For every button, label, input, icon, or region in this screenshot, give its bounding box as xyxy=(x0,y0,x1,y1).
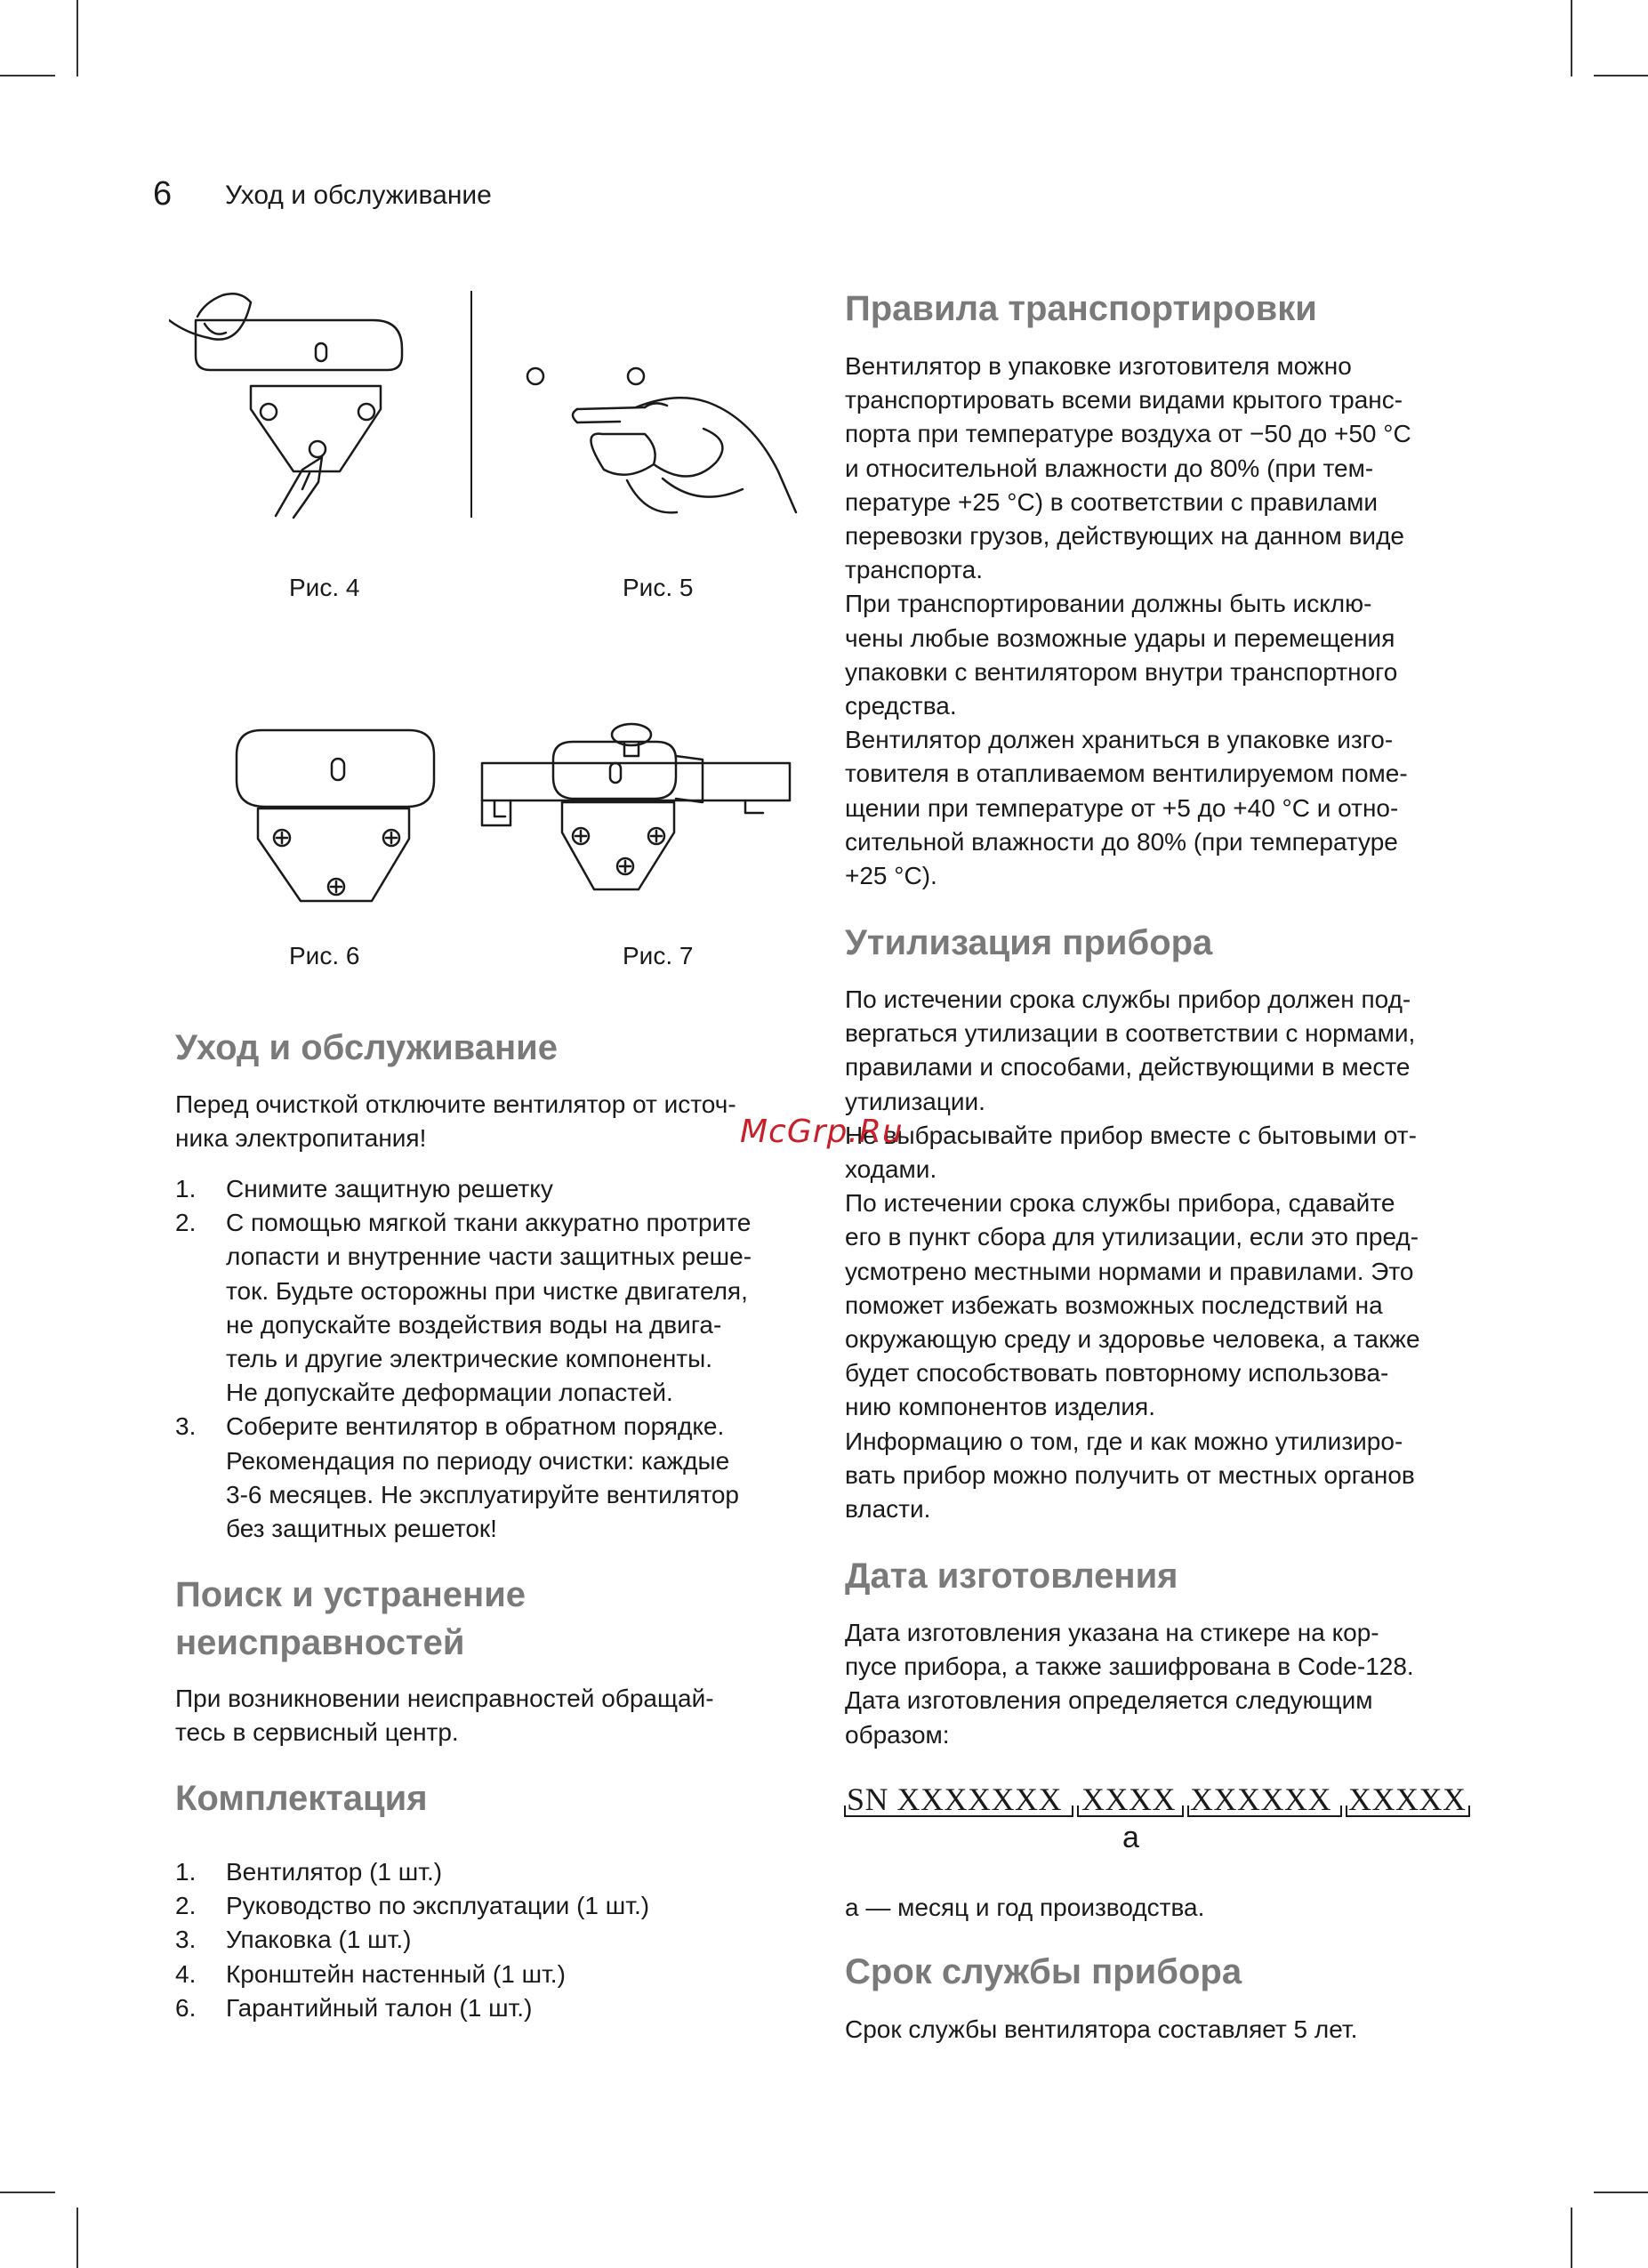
disposal-line: По истечении срока службы прибора, сдавайте xyxy=(845,1189,1395,1218)
care-step-line: 3-6 месяцев. Не эксплуатируйте вентилятор xyxy=(226,1480,739,1508)
disposal-line: По истечении срока службы прибор должен под- xyxy=(845,985,1411,1013)
kit-item-number: 2. xyxy=(175,1892,197,1920)
crop-mark xyxy=(76,2208,78,2268)
page-number: 6 xyxy=(153,175,173,213)
disposal-line: власти. xyxy=(845,1495,931,1524)
figure-4-caption: Рис. 4 xyxy=(289,574,360,601)
care-step-number: 1. xyxy=(175,1175,197,1202)
disposal-line: ходами. xyxy=(845,1155,937,1184)
disposal-line: Информацию о том, где и как можно утилизиро- xyxy=(845,1427,1403,1455)
kit-item xyxy=(175,1923,803,1957)
care-step-line: Не допускайте деформации лопастей. xyxy=(226,1379,673,1407)
kit-item-number: 4. xyxy=(175,1959,197,1988)
service-life-heading: Срок службы прибора xyxy=(845,1952,1242,1991)
transport-line: Вентилятор должен храниться в упаковке изго- xyxy=(845,726,1394,754)
manufacture-legend: a — месяц и год производства. xyxy=(845,1894,1205,1921)
transport-heading: Правила транспортировки xyxy=(845,289,1317,328)
transport-line: +25 °C). xyxy=(845,862,937,890)
kit-item xyxy=(175,1958,803,1991)
manufacture-line: пусе прибора, а также зашифрована в Code-128. xyxy=(845,1653,1414,1681)
figure-5-illustration xyxy=(520,356,805,516)
disposal-line: утилизации. xyxy=(845,1087,985,1115)
crop-mark xyxy=(0,75,55,76)
care-step-number: 3. xyxy=(175,1412,197,1441)
care-intro-line: Перед очисткой отключите вентилятор от источ- xyxy=(175,1090,736,1118)
manufacture-heading: Дата изготовления xyxy=(845,1556,1178,1596)
kit-item-text: Руководство по эксплуатации (1 шт.) xyxy=(226,1892,650,1920)
care-step xyxy=(175,1206,803,1410)
disposal-line: правилами и способами, действующими в месте xyxy=(845,1053,1411,1082)
serial-part-counter: XXXXX xyxy=(1348,1781,1467,1817)
transport-line: товителя в отапливаемом вентилируемом поме- xyxy=(845,760,1408,788)
transport-line: порта при температуре воздуха от −50 до +50 °C xyxy=(845,420,1411,448)
troubleshooting-text-line: тесь в сервисный центр. xyxy=(175,1718,459,1747)
manufacture-line: Дата изготовления указана на стикере на кор- xyxy=(845,1619,1379,1646)
manufacture-text xyxy=(845,1616,1471,1752)
kit-item-number: 1. xyxy=(175,1858,197,1886)
transport-line: средства. xyxy=(845,692,957,720)
kit-item-number: 3. xyxy=(175,1926,197,1954)
care-step xyxy=(175,1410,803,1546)
disposal-line: вать прибор можно получить от местных органов xyxy=(845,1460,1415,1489)
care-step-number: 2. xyxy=(175,1209,197,1237)
care-step-line: без защитных решеток! xyxy=(226,1515,497,1543)
disposal-line: нию компонентов изделия. xyxy=(845,1393,1156,1421)
kit-item-text: Вентилятор (1 шт.) xyxy=(226,1858,443,1886)
care-step-line: Снимите защитную решетку xyxy=(226,1175,553,1202)
care-heading: Уход и обслуживание xyxy=(175,1028,558,1067)
disposal-text xyxy=(845,983,1471,1526)
crop-mark xyxy=(1571,0,1572,76)
watermark: McGrp.Ru xyxy=(740,1114,904,1150)
disposal-line: Не выбрасывайте прибор вместе с бытовыми от- xyxy=(845,1121,1417,1149)
kit-item xyxy=(175,1855,803,1889)
transport-line: При транспортировании должны быть исклю- xyxy=(845,590,1372,618)
crop-mark xyxy=(0,2192,55,2193)
transport-line: Вентилятор в упаковке изготовителя можно xyxy=(845,352,1352,380)
care-intro xyxy=(175,1088,803,1155)
kit-item-text: Гарантийный талон (1 шт.) xyxy=(226,1993,533,2022)
care-step-line: ток. Будьте осторожны при чистке двигателя, xyxy=(226,1276,748,1305)
transport-line: упаковки с вентилятором внутри транспортного xyxy=(845,657,1398,686)
crop-mark xyxy=(1571,2208,1572,2268)
figure-7-illustration xyxy=(478,720,792,916)
serial-marker-a: a xyxy=(1122,1821,1139,1854)
disposal-line: будет способствовать повторному использова- xyxy=(845,1359,1389,1387)
kit-item-text: Упаковка (1 шт.) xyxy=(226,1926,412,1954)
manufacture-line: Дата изготовления определяется следующим xyxy=(845,1686,1373,1715)
serial-part-prefix: SN XXXXXXX xyxy=(847,1781,1063,1817)
care-step-line: тель и другие электрические компоненты. xyxy=(226,1345,713,1373)
transport-line: транспорта. xyxy=(845,556,983,584)
transport-line: и относительной влажности до 80% (при тем- xyxy=(845,454,1374,482)
serial-part-date: XXXX xyxy=(1081,1781,1176,1817)
crop-mark xyxy=(1594,2192,1648,2193)
figure-7-caption: Рис. 7 xyxy=(623,942,694,969)
disposal-line: окружающую среду и здоровье человека, а также xyxy=(845,1325,1420,1354)
care-step-line: С помощью мягкой ткани аккуратно протрите xyxy=(226,1209,752,1237)
transport-text xyxy=(845,350,1471,893)
care-intro-line: ника электропитания! xyxy=(175,1124,427,1153)
figure-6-caption: Рис. 6 xyxy=(289,942,360,969)
transport-line: перевозки грузов, действующих на данном виде xyxy=(845,522,1404,551)
disposal-line: усмотрено местными нормами и правилами. Это xyxy=(845,1257,1414,1285)
crop-mark xyxy=(76,0,78,76)
service-life-text: Срок службы вентилятора составляет 5 лет. xyxy=(845,2015,1358,2043)
serial-part-model: XXXXXX xyxy=(1190,1781,1331,1817)
transport-line: транспортировать всеми видами крытого транс- xyxy=(845,386,1403,414)
kit-item-text: Кронштейн настенный (1 шт.) xyxy=(226,1959,566,1988)
kit-item-number: 6. xyxy=(175,1993,197,2022)
crop-mark xyxy=(1594,75,1648,76)
figure-5-caption: Рис. 5 xyxy=(623,574,694,601)
running-header: Уход и обслуживание xyxy=(225,181,492,210)
kit-item xyxy=(175,1889,803,1923)
troubleshooting-text xyxy=(175,1682,803,1749)
transport-line: щении при температуре от +5 до +40 °C и отно- xyxy=(845,793,1399,822)
figure-4-illustration xyxy=(169,285,427,525)
manufacture-line: образом: xyxy=(845,1720,950,1749)
kit-heading: Комплектация xyxy=(175,1779,428,1818)
kit-list xyxy=(175,1855,803,2025)
disposal-line: вергаться утилизации в соответствии с нормами, xyxy=(845,1019,1416,1048)
troubleshooting-text-line: При возникновении неисправностей обращай- xyxy=(175,1685,714,1712)
figure-6-illustration xyxy=(231,725,441,912)
troubleshooting-heading xyxy=(175,1571,803,1667)
care-step-line: Рекомендация по периоду очистки: каждые xyxy=(226,1446,730,1475)
care-step xyxy=(175,1172,803,1206)
care-step-line: Соберите вентилятор в обратном порядке. xyxy=(226,1412,725,1441)
disposal-line: его в пункт сбора для утилизации, если это пред- xyxy=(845,1223,1419,1251)
care-step-line: не допускайте воздействия воды на двига- xyxy=(226,1310,722,1339)
disposal-heading: Утилизация прибора xyxy=(845,923,1213,962)
transport-line: сительной влажности до 80% (при температуре xyxy=(845,827,1398,856)
troubleshooting-heading-line: неисправностей xyxy=(175,1623,465,1662)
care-step-line: лопасти и внутренние части защитных реше- xyxy=(226,1243,752,1271)
transport-line: чены любые возможные удары и перемещения xyxy=(845,623,1395,652)
transport-line: пературе +25 °C) в соответствии с правилами xyxy=(845,487,1379,516)
care-steps-list xyxy=(175,1172,803,1546)
kit-item xyxy=(175,1991,803,2025)
troubleshooting-heading-line: Поиск и устранение xyxy=(175,1575,527,1614)
figure-divider xyxy=(470,291,472,518)
disposal-line: поможет избежать возможных последствий на xyxy=(845,1291,1383,1319)
